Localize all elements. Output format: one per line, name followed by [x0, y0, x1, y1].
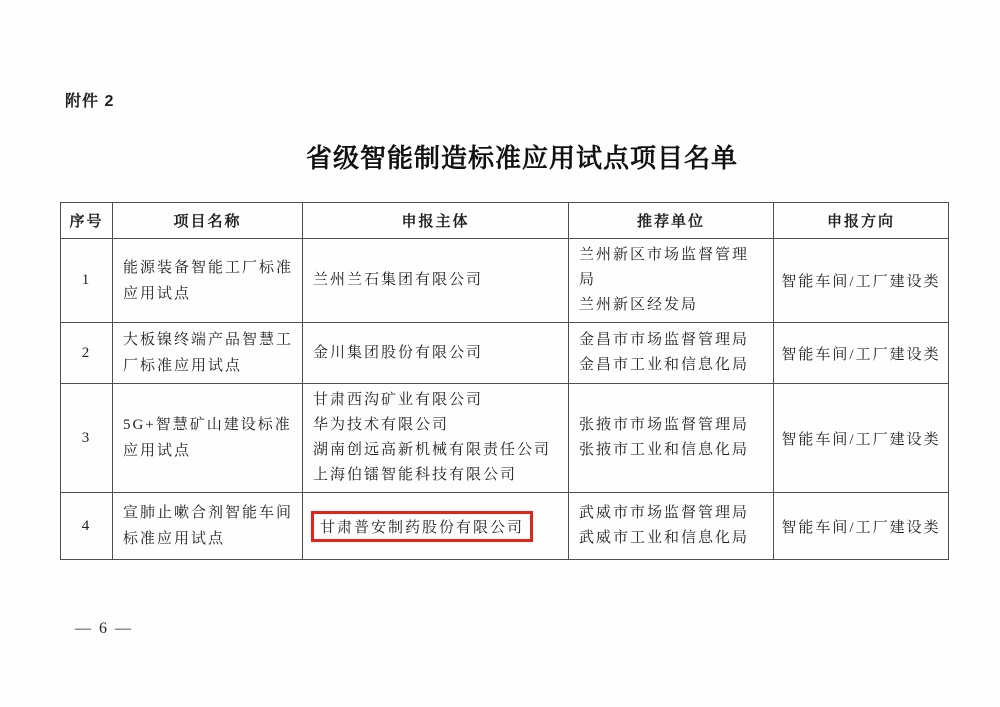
header-applicant: 申报主体: [303, 203, 569, 239]
cell-no: 3: [61, 384, 113, 493]
recommender-name: 金昌市市场监督管理局: [579, 332, 750, 348]
document-title: 省级智能制造标准应用试点项目名单: [305, 144, 738, 173]
header-no: 序号: [61, 203, 113, 239]
cell-applicant: [303, 384, 569, 493]
cell-recommender: [569, 239, 774, 323]
table-row: [61, 384, 949, 493]
cell-project: 大板镍终端产品智慧工厂标准应用试点: [113, 323, 303, 384]
project-table-wrapper: [60, 202, 949, 560]
cell-applicant: [303, 323, 569, 384]
highlight-box: [311, 511, 533, 542]
cell-direction: 智能车间/工厂建设类: [774, 384, 949, 493]
header-project: 项目名称: [113, 203, 303, 239]
table-row: [61, 493, 949, 560]
applicant-name: 华为技术有限公司: [313, 417, 450, 433]
cell-direction: 智能车间/工厂建设类: [774, 323, 949, 384]
cell-direction: 智能车间/工厂建设类: [774, 239, 949, 323]
recommender-name: 张掖市工业和信息化局: [579, 442, 750, 458]
cell-project: 5G+智慧矿山建设标准应用试点: [113, 384, 303, 493]
cell-project: 宣肺止嗽合剂智能车间标准应用试点: [113, 493, 303, 560]
recommender-name: 金昌市工业和信息化局: [579, 357, 750, 373]
cell-recommender: [569, 493, 774, 560]
cell-no: 1: [61, 239, 113, 323]
applicant-name: 湖南创远高新机械有限责任公司: [313, 442, 552, 458]
project-table: [60, 202, 949, 560]
applicant-name: 甘肃普安制药股份有限公司: [320, 519, 525, 536]
recommender-name: 兰州新区经发局: [579, 297, 699, 313]
cell-applicant: [303, 493, 569, 560]
table-row: [61, 323, 949, 384]
cell-recommender: [569, 384, 774, 493]
cell-no: 2: [61, 323, 113, 384]
applicant-name: 兰州兰石集团有限公司: [313, 272, 484, 288]
applicant-name: 上海伯镭智能科技有限公司: [313, 467, 518, 483]
page-number: — 6 —: [75, 620, 133, 637]
cell-direction: 智能车间/工厂建设类: [774, 493, 949, 560]
applicant-name: 金川集团股份有限公司: [313, 344, 484, 361]
recommender-name: 武威市工业和信息化局: [579, 530, 750, 546]
attachment-label: 附件 2: [65, 93, 115, 110]
header-direction: 申报方向: [774, 203, 949, 239]
table-row: [61, 239, 949, 323]
cell-recommender: [569, 323, 774, 384]
table-header-row: [61, 203, 949, 239]
recommender-name: 张掖市市场监督管理局: [579, 417, 750, 433]
recommender-name: 武威市市场监督管理局: [579, 505, 750, 521]
cell-project: 能源装备智能工厂标准应用试点: [113, 239, 303, 323]
applicant-name: 甘肃西沟矿业有限公司: [313, 392, 484, 408]
header-recommender: 推荐单位: [569, 203, 774, 239]
cell-applicant: [303, 239, 569, 323]
recommender-name: 兰州新区市场监督管理局: [579, 247, 750, 288]
cell-no: 4: [61, 493, 113, 560]
